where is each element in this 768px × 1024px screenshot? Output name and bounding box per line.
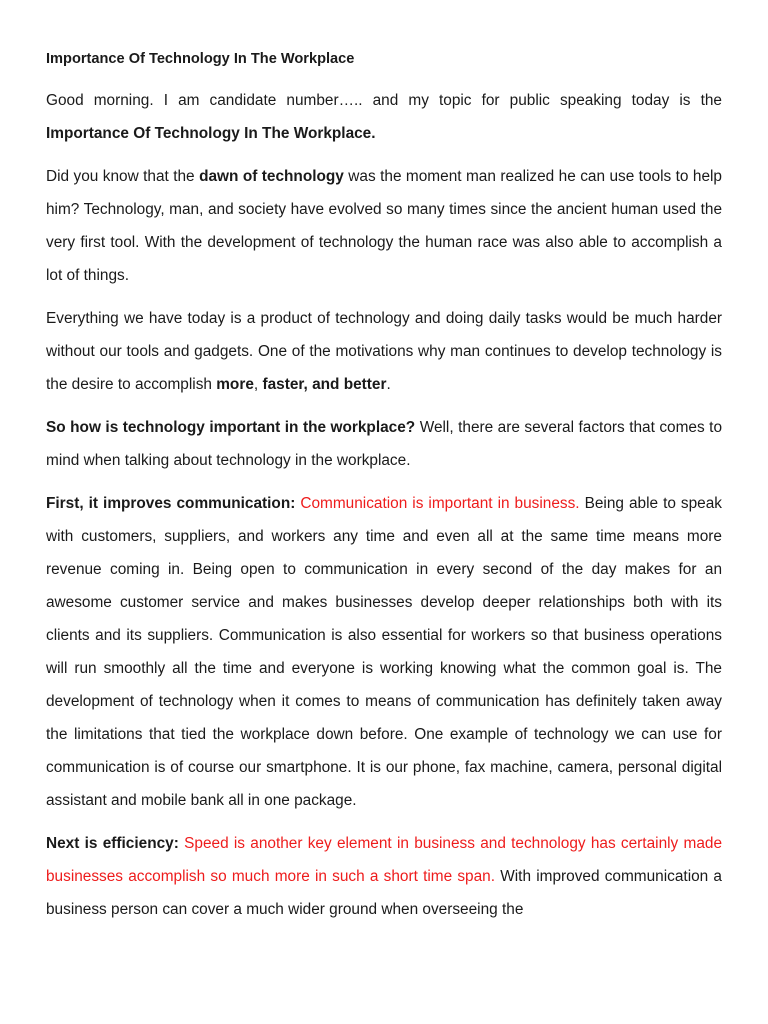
document-page [46,44,722,936]
product-bold-faster-better: faster, and better [262,376,387,393]
intro-text: Good morning. I am candidate number….. and my topic for public speaking today is the [46,92,722,109]
communication-highlight: Communication is important in business. [295,495,580,512]
product-text-1: Everything we have today is a product of technology and doing daily tasks would be much harder without our tools and gadgets. One of the motivations why man continues to develop technology is the desire to accomplish [46,310,722,393]
paragraph-product-of-technology [46,302,722,401]
efficiency-highlight: Speed is another key element in business and technology has certainly made businesses accomplish so much more in such a short time span. [46,835,722,885]
question-bold: So how is technology important in the workplace? [46,419,416,436]
product-text-2: , [253,376,263,393]
dawn-bold: dawn of technology [199,168,344,185]
paragraph-question [46,411,722,477]
paragraph-communication [46,487,722,817]
product-bold-more: more [216,376,254,393]
paragraph-dawn-of-technology [46,160,722,292]
question-text: Well, there are several factors that comes to mind when talking about technology in the workplace. [46,419,723,469]
efficiency-heading: Next is efficiency: [46,835,179,852]
intro-topic-bold: Importance Of Technology In The Workplace. [46,125,376,142]
paragraph-efficiency [46,827,722,926]
document-title: Importance Of Technology In The Workplace [46,51,355,67]
communication-text: Being able to speak with customers, suppliers, and workers any time and even all at the same time means more revenue coming in. Being open to communication in every second of the day makes for an awesome customer service and makes businesses develop deeper relationships both with its clients and its suppliers. Communication is also essential for workers so that business operations will run smoothly all the time and everyone is working knowing what the common goal is. The development of technology when it comes to means of communication has definitely taken away the limitations that tied the workplace down before. One example of technology we can use for communication is of course our smartphone. It is our phone, fax machine, camera, personal digital assistant and mobile bank all in one package. [46,495,722,809]
efficiency-text: With improved communication a business person can cover a much wider ground when overseeing the [46,868,722,918]
dawn-text-1: Did you know that the [46,168,200,185]
paragraph-intro [46,84,722,150]
product-text-3: . [386,376,391,393]
communication-heading: First, it improves communication: [46,495,296,512]
dawn-text-2: was the moment man realized he can use tools to help him? Technology, man, and society have evolved so many times since the ancient human used the very first tool. With the development of technology the human race was also able to accomplish a lot of things. [46,168,722,284]
